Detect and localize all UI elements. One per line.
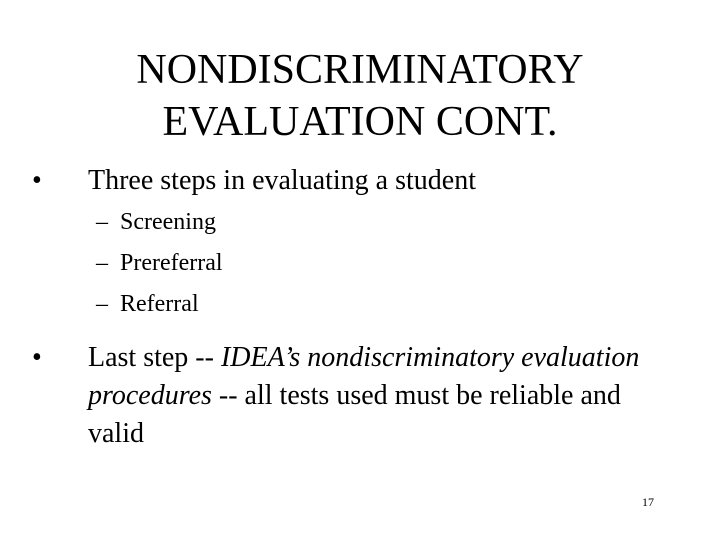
sub-item-text: Prereferral xyxy=(120,250,223,276)
dash-icon: – xyxy=(96,291,108,317)
sub-item-prereferral xyxy=(30,243,670,284)
bullet-item-last-step xyxy=(30,339,670,453)
bullet-item-steps xyxy=(30,162,670,200)
dash-icon: – xyxy=(96,250,108,276)
page-number: 17 xyxy=(642,495,654,509)
bullet-list xyxy=(30,162,670,453)
sub-item-referral xyxy=(30,284,670,325)
bullet-icon: • xyxy=(32,342,42,373)
sub-item-screening xyxy=(30,202,670,243)
sub-item-text: Referral xyxy=(120,291,199,317)
bullet-text-steps: Three steps in evaluating a student xyxy=(88,165,476,196)
bullet-icon: • xyxy=(32,165,42,196)
sub-bullet-list xyxy=(30,202,670,325)
slide-title-line-1: NONDISCRIMINATORY xyxy=(136,47,584,93)
bullet-text-suffix: -- all tests used must be reliable and valid xyxy=(88,380,621,449)
slide-title xyxy=(60,44,660,148)
bullet-text-emphasis: IDEA’s nondiscriminatory evaluation procedures xyxy=(88,342,640,411)
slide-title-line-2: EVALUATION CONT. xyxy=(162,99,558,145)
bullet-text-prefix: Last step -- xyxy=(88,342,221,373)
sub-item-text: Screening xyxy=(120,209,216,235)
dash-icon: – xyxy=(96,209,108,235)
